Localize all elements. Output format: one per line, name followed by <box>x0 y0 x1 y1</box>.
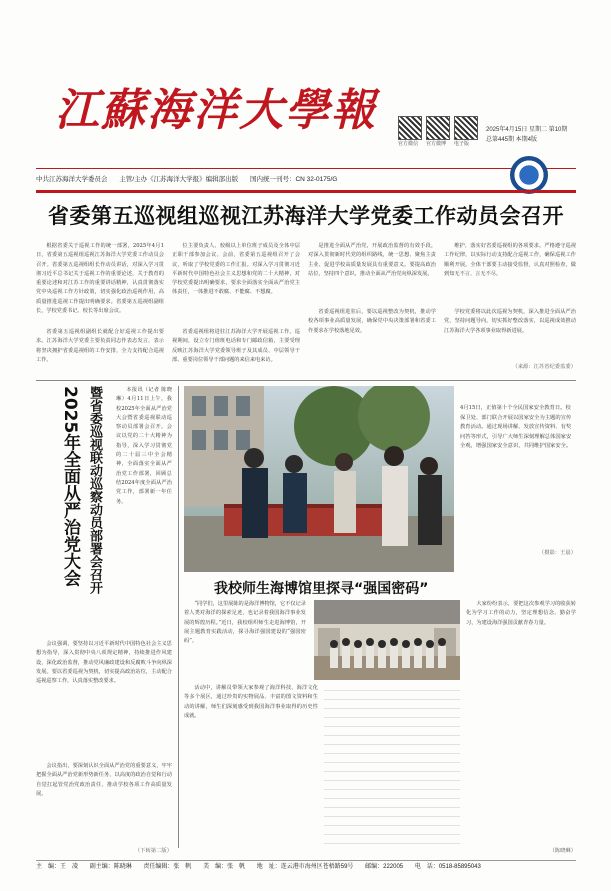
paragraph: 本报讯（记者 陈晓琳）4月11日上午，我校2025年全面从严治党大会暨省委巡视联动巡察动员部署会召开。会议以党的二十大精神为指导，深入学习贯彻党的二十届三中全会精神，全面落实全面从严治党工作部署，回顾总结2024年度全面从严治党工作，部署新一年任务。 <box>116 387 172 505</box>
article1-col1b <box>36 328 164 378</box>
qr-official-weibo[interactable] <box>426 116 450 147</box>
article2-intro <box>116 386 172 636</box>
paragraph: “同学们，这里展陈的是海洋博物馆，它不仅记录着人类对海洋的探索足迹，也记录着我国海洋事业发展的辉煌历程。”近日，我校组织师生走进海博馆，开展主题教育实践活动，探寻海洋强国建设的“强国密码”。 <box>184 601 306 645</box>
article2-title-line1: 暨省委巡视联动巡察动员部署会召开 <box>87 386 102 594</box>
paragraph: 会议指出，要深刻认识全面从严治党的重要意义，牢牢把握全面从严治党新形势新任务，以高度的政治自觉和行动自觉扛起管党治党政治责任，推动学校各项工作高质量发展。 <box>36 763 172 797</box>
qr-label: 官方微信 <box>398 141 419 147</box>
photo-credit: （摄影：王晨） <box>538 550 576 556</box>
layout-editor: 美 编：张 帆 <box>203 864 246 870</box>
postcode: 邮编：222005 <box>365 864 404 870</box>
qr-label: 官方微博 <box>426 141 447 147</box>
article3-col2-cont <box>324 684 460 844</box>
article3-col3 <box>466 600 576 844</box>
article2-body2 <box>36 762 172 844</box>
qr-e-paper[interactable] <box>454 116 478 147</box>
article2-body <box>36 640 172 760</box>
paragraph: 根据省委关于巡视工作的统一部署，2025年4月1日，省委第五巡视组巡视江苏海洋大学党委工作动员会召开。省委第五巡视组组长作动员讲话，对深入学习贯彻习近平总书记关于巡视工作的重要论述，关于教育的重要论述和对江苏工作的重要讲话精神，认真贯彻落实党中央巡视工作方针政策，切实强化政治巡视作用，高质量推进巡视工作提出明确要求。省委第五巡视组副组长，学校党委书记、校长等出席会议。 <box>36 243 164 315</box>
caption-text: 4月15日，正值第十个全民国家安全教育日。校保卫处、部门联合开展以国家安全为主题的宣传教育活动。通过现场讲解、发放宣传资料、有奖问答等形式，引导广大师生深刻理解总体国家安全观，增强国家安全意识，共同维护国家安全。 <box>460 405 572 449</box>
qr-code-icon <box>398 116 422 140</box>
issue-date-line <box>486 124 567 133</box>
article1-col2 <box>172 242 300 326</box>
article1-col2b <box>172 328 300 378</box>
article2-title-line2: 2025年全面从严治党大会 <box>60 386 80 587</box>
issue-date: 2025年4月15日 星期二 <box>486 127 548 133</box>
qr-label: 电子版 <box>454 141 470 147</box>
issue-number: 第10期 <box>548 127 568 133</box>
article1-col3 <box>308 242 436 306</box>
cn-number: 国内统一刊号：CN 32-0175/G <box>249 176 338 183</box>
security-education-photo <box>184 386 454 572</box>
deputy-editor: 副主编：陈晓琳 <box>89 864 132 870</box>
article3-col1 <box>184 600 306 676</box>
qr-official-wechat[interactable] <box>398 116 422 147</box>
paragraph: 维护，落实好省委巡视组的各项要求。严格遵守巡视工作纪律，以实际行动支持配合巡视工作，确保巡视工作顺利开展。全体干部要主动接受监督，认真对照检查，做到知无不言、言无不尽。 <box>444 243 576 277</box>
publisher-bar <box>36 173 576 187</box>
photo-caption <box>460 404 576 544</box>
issue-serial: 总第445期 本期4版 <box>486 137 538 143</box>
column-divider <box>178 386 179 848</box>
photo-illustration <box>314 600 460 680</box>
article3-headline: 我校师生海博馆里探寻“强国密码” <box>214 581 429 597</box>
article1-col1 <box>36 242 164 326</box>
university-logo <box>510 156 548 194</box>
article1-source: （来源：江苏省纪委监委） <box>512 364 576 370</box>
section-divider <box>36 380 576 381</box>
qr-code-icon <box>426 116 450 140</box>
paragraph: 省委第五巡视组副组长就配合好巡视工作提出要求。江苏海洋大学党委主要负责同志作表态发言，表示将坚决拥护省委巡视组的工作安排，全力支持配合巡视工作。 <box>36 329 164 363</box>
paragraph: 省委巡视组进驻后，要以巡视整改为契机，推动学校各项事业高质量发展，确保党中央决策部署和省委工作要求在学校落地见效。 <box>308 309 436 334</box>
article2-continued: （下转第二版） <box>134 848 172 854</box>
article3-col1-cont <box>184 684 318 844</box>
masthead-rule-top <box>36 168 576 169</box>
paragraph: 大家纷纷表示，要把这次参观学习的收获转化为学习工作的动力，坚定理想信念，勤奋学习，为建设海洋强国贡献青春力量。 <box>466 601 576 626</box>
paragraph: 是推进全面从严治党，开展政治监督的有效手段。对深入贯彻新时代党的组织路线，统一思想、聚焦主责主业、促进学校高质量发展具有重要意义。要提高政治站位，坚持四个意识，推动全面从严治党向纵深发展。 <box>308 243 436 277</box>
footer-credits <box>36 860 576 873</box>
article1-col4b <box>444 308 576 354</box>
paragraph: 省委巡视组将进驻江苏海洋大学开展巡视工作。巡视期间，设立专门值班电话和专门邮政信箱，主要受理反映江苏海洋大学党委领导班子及其成员、中层领导干部、重要岗位领导干部问题的来信来电来访。 <box>172 329 300 363</box>
paragraph: 会议强调，要坚持以习近平新时代中国特色社会主义思想为指导，深入贯彻中央八项规定精神，持续推进作风建设，深化政治监督，推动党风廉政建设和反腐败斗争向纵深发展。要以省委巡视为契机，切实提高政治站位，主动配合巡视巡察工作，认真落实整改要求。 <box>36 641 172 685</box>
photo-illustration <box>184 386 454 572</box>
masthead-rule-bottom <box>36 190 576 193</box>
duty-editor: 责任编辑：张 帆 <box>143 864 192 870</box>
sponsor: 主管/主办《江苏海洋大学报》编辑部出版 <box>119 176 239 183</box>
paragraph: 位主要负责人、校级以上单位班子成员及全体中层正职干部参加会议。会前，省委第五巡视组召开了会议，听取了学校党委的工作汇报。对深入学习贯彻习近平新时代中国特色社会主义思想和党的二十大精神，对学校党委提出明确要求，要求全面落实全面从严治党主体责任，一体推进不敢腐、不能腐、不想腐。 <box>172 243 300 296</box>
article1-headline: 省委第五巡视组巡视江苏海洋大学党委工作动员会召开 <box>48 204 564 228</box>
article1-col3b <box>308 308 436 362</box>
paragraph: 学校党委将以此次巡视为契机，深入推进全面从严治党，坚持问题导向，切实抓好整改落实，以巡视成效推动江苏海洋大学各项事业取得新进展。 <box>444 309 576 334</box>
publisher: 中共江苏海洋大学委员会 <box>36 176 108 183</box>
article3-source: （陈晓琳） <box>549 848 576 854</box>
phone: 电 话：0518-85895043 <box>414 864 481 870</box>
address: 地 址：连云港市海州区苍梧路59号 <box>256 864 354 870</box>
masthead-title: 江蘇海洋大學報 <box>55 85 377 136</box>
paragraph: 活动中，讲解员带领大家参观了海洋科技、海洋文化等多个展区，通过珍贵的实物展品、丰富的图文资料和生动的讲解，师生们深刻感受到我国海洋事业取得的历史性成就。 <box>184 685 318 719</box>
qr-code-icon <box>454 116 478 140</box>
article1-col4 <box>444 242 576 306</box>
museum-visit-photo <box>314 600 460 680</box>
editor-in-chief: 主 编：王 凌 <box>36 864 79 870</box>
